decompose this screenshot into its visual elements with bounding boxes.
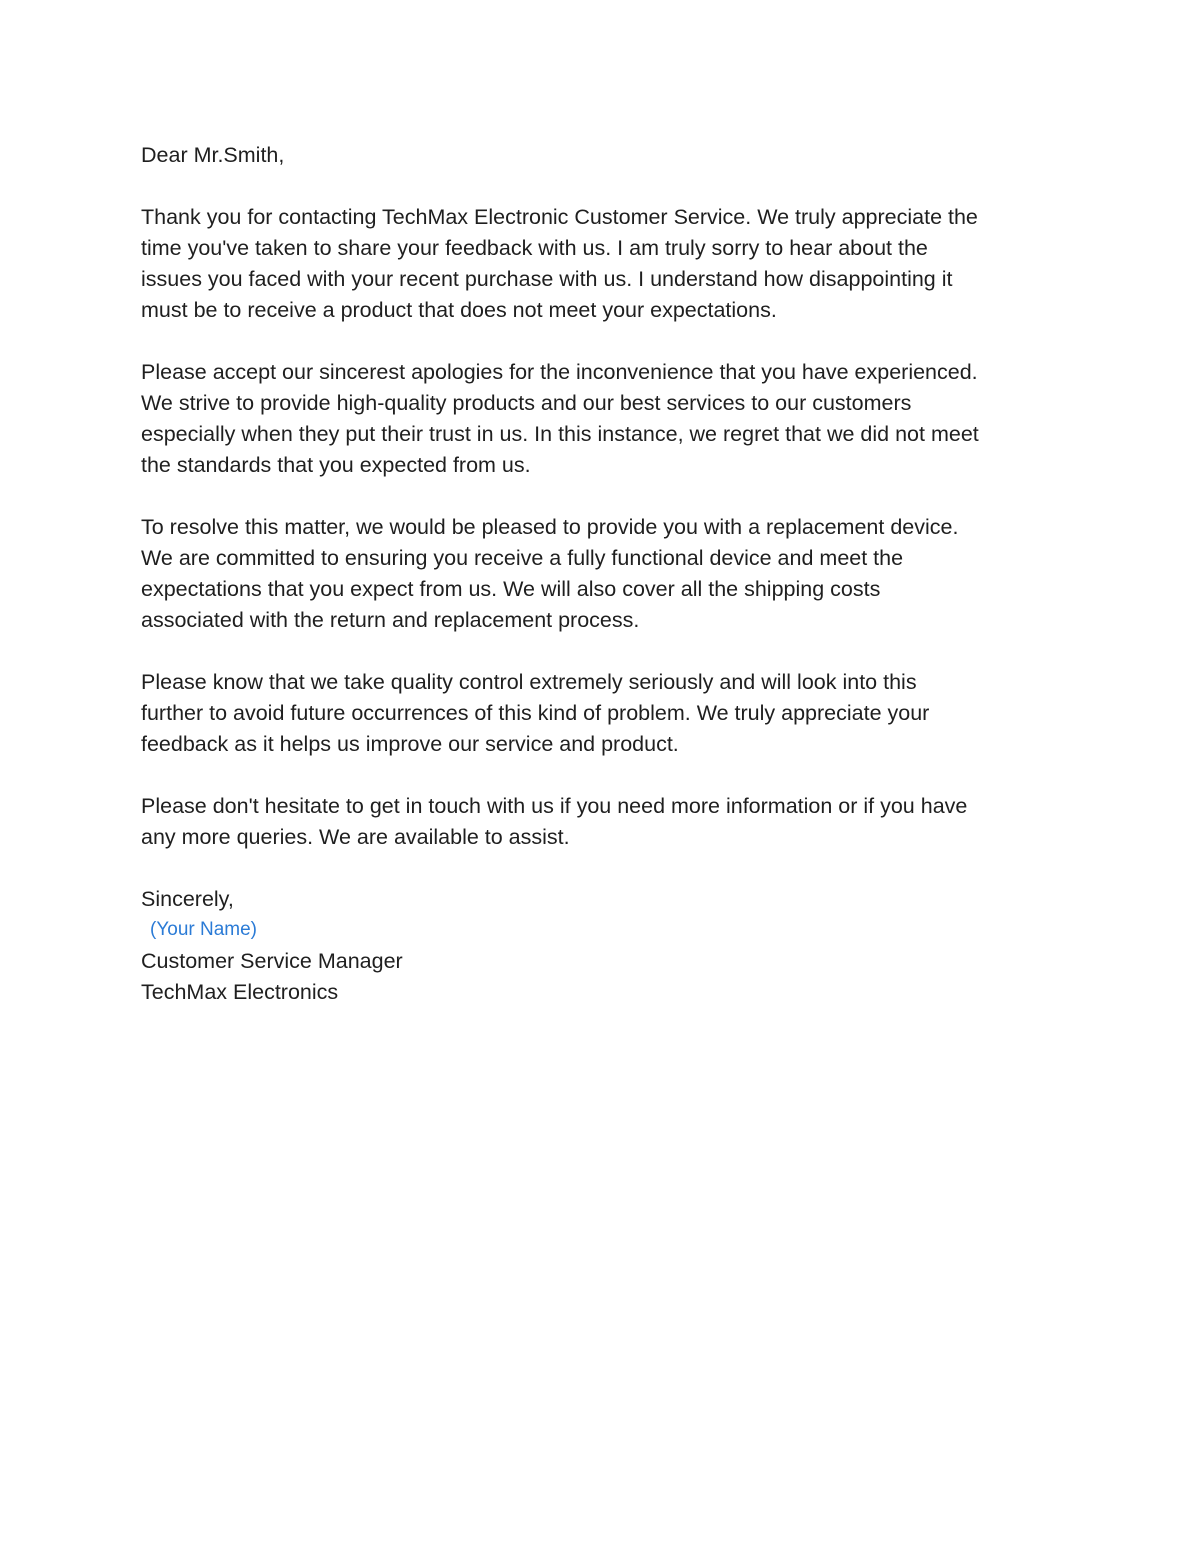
paragraph-resolution — [141, 512, 1076, 636]
salutation-text: Dear Mr.Smith, — [141, 143, 285, 167]
paragraph-quality — [141, 667, 1076, 760]
paragraph-line: must be to receive a product that does not meet your expectations. — [141, 298, 777, 322]
paragraph-apology — [141, 357, 1076, 481]
signature-name-placeholder: (Your Name) — [150, 919, 258, 940]
paragraph-line: Please don't hesitate to get in touch with us if you need more information or if you have — [141, 794, 968, 818]
closing-text: Sincerely, — [141, 887, 234, 911]
paragraph-line: time you've taken to share your feedback with us. I am truly sorry to hear about the — [141, 236, 928, 260]
signature-block — [141, 884, 1076, 1008]
paragraph-line: associated with the return and replacement process. — [141, 608, 640, 632]
signer-title: Customer Service Manager — [141, 949, 403, 973]
paragraph-line: We are committed to ensuring you receive a fully functional device and meet the — [141, 546, 904, 570]
salutation — [141, 140, 1076, 171]
paragraph-line: issues you faced with your recent purchase with us. I understand how disappointing it — [141, 267, 953, 291]
paragraph-line: We strive to provide high-quality products and our best services to our customers — [141, 391, 912, 415]
paragraph-line: especially when they put their trust in us. In this instance, we regret that we did not meet — [141, 422, 979, 446]
paragraph-line: any more queries. We are available to assist. — [141, 825, 570, 849]
paragraph-line: To resolve this matter, we would be pleased to provide you with a replacement device. — [141, 515, 959, 539]
paragraph-line: expectations that you expect from us. We will also cover all the shipping costs — [141, 577, 881, 601]
paragraph-line: the standards that you expected from us. — [141, 453, 531, 477]
paragraph-line: Please accept our sincerest apologies for the inconvenience that you have experienced. — [141, 360, 978, 384]
paragraph-contact — [141, 791, 1076, 853]
paragraph-line: Thank you for contacting TechMax Electronic Customer Service. We truly appreciate the — [141, 205, 978, 229]
signer-company: TechMax Electronics — [141, 980, 339, 1004]
paragraph-line: further to avoid future occurrences of this kind of problem. We truly appreciate your — [141, 701, 930, 725]
paragraph-line: feedback as it helps us improve our service and product. — [141, 732, 679, 756]
paragraph-line: Please know that we take quality control extremely seriously and will look into this — [141, 670, 917, 694]
letter-body — [141, 140, 1076, 1008]
paragraph-thanks — [141, 202, 1076, 326]
